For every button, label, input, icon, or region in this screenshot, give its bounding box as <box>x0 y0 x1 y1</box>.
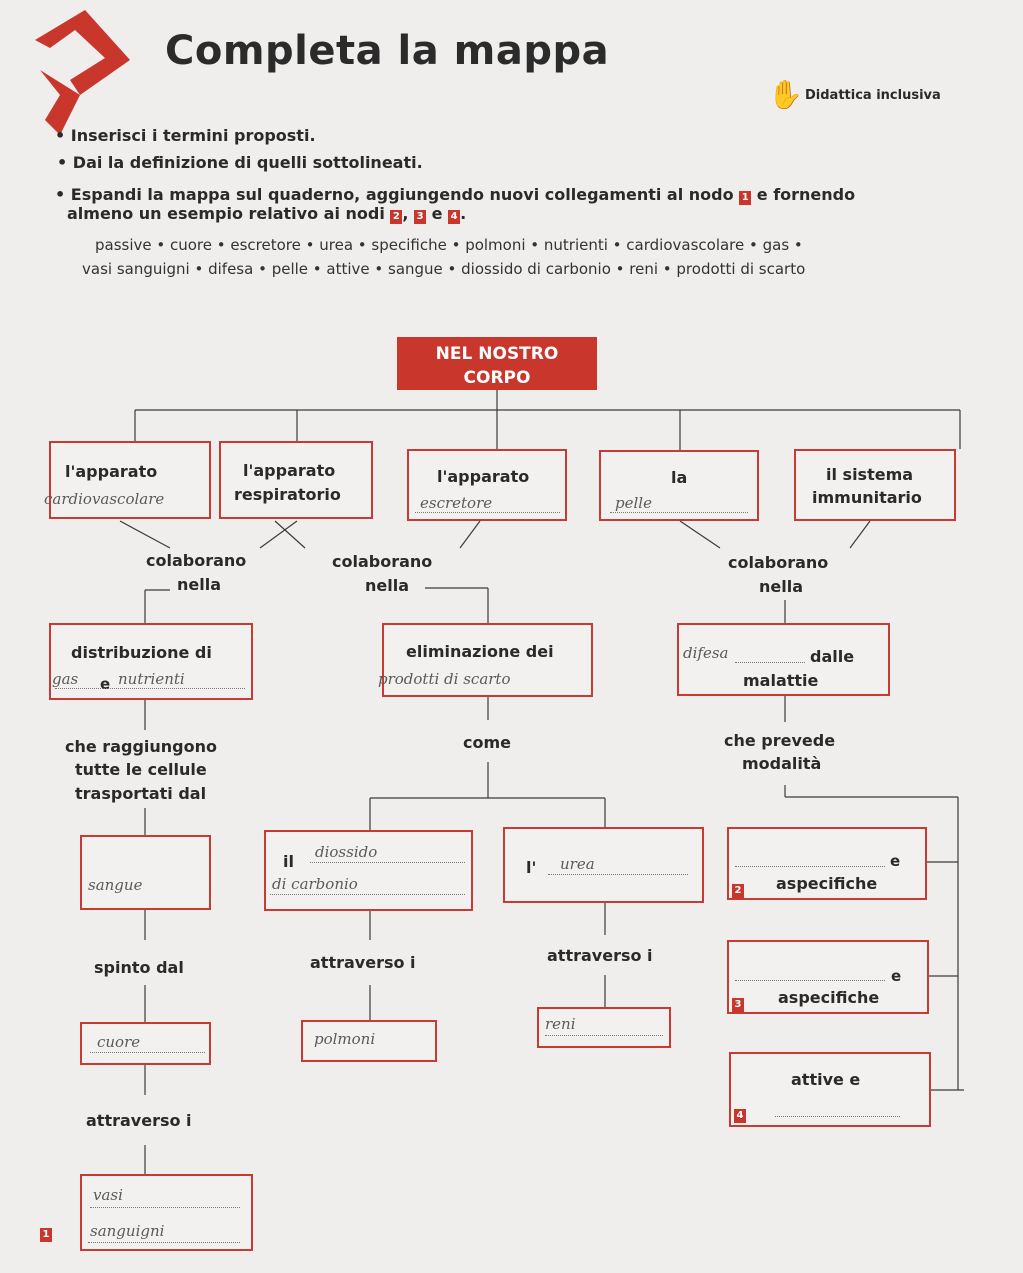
instruction-3b <box>67 204 466 224</box>
instruction-3-text: Espandi la mappa sul quaderno, aggiungendo nuovi collegamenti al nodo <box>70 185 734 204</box>
conn-colaborano-2: colaborano <box>332 552 433 571</box>
conn-trasportati-dal: trasportati dal <box>75 784 207 803</box>
conn-nella-1: nella <box>177 575 222 594</box>
conn-colaborano-3: colaborano <box>728 553 829 572</box>
node-1-badge: 1 <box>40 1228 52 1242</box>
respiratorio-label-2: respiratorio <box>234 485 341 504</box>
node-3-marker: 3 <box>414 210 426 224</box>
answer-urea[interactable]: urea <box>560 855 595 873</box>
node-2-badge: 2 <box>732 884 744 898</box>
instruction-3-cont: e fornendo <box>756 185 856 204</box>
terms-line-2: vasi sanguigni • difesa • pelle • attive • sangue • diossido di carbonio • reni • prodotti di scarto <box>82 260 806 278</box>
carbonio-dotline <box>270 894 465 895</box>
passive-e: e <box>890 852 901 870</box>
conn-attraverso-polmoni: attraverso i <box>310 953 416 972</box>
answer-vasi[interactable]: vasi <box>93 1186 123 1204</box>
urea-prefix: l' <box>526 858 537 877</box>
aspecifiche-2: aspecifiche <box>778 988 880 1007</box>
pelle-dotline <box>610 512 748 513</box>
difesa-dotline <box>735 662 805 663</box>
pelle-label: la <box>671 468 688 487</box>
answer-reni[interactable]: reni <box>545 1015 576 1033</box>
node-sistema-immunitario <box>794 449 956 521</box>
co2-prefix: il <box>283 852 294 871</box>
node-sangue <box>80 835 211 910</box>
answer-gas[interactable]: gas <box>52 670 79 688</box>
reni-dotline <box>545 1035 663 1036</box>
conn-spinto-dal: spinto dal <box>94 958 184 977</box>
conn-che-prevede: che prevede <box>724 731 836 750</box>
conn-tutte-le-cellule: tutte le cellule <box>75 760 207 779</box>
node-4-badge: 4 <box>734 1109 746 1123</box>
conn-come: come <box>463 733 511 752</box>
answer-polmoni[interactable]: polmoni <box>314 1030 376 1048</box>
conn-colaborano-1: colaborano <box>146 551 247 570</box>
escretore-dotline <box>415 512 560 513</box>
immunitario-label-1: il sistema <box>826 465 914 484</box>
answer-diossido[interactable]: diossido <box>315 843 378 861</box>
answer-sangue[interactable]: sangue <box>88 876 143 894</box>
vasi-dotline <box>90 1207 240 1208</box>
difesa-dalle: dalle <box>810 647 855 666</box>
conn-attraverso-vasi: attraverso i <box>86 1111 192 1130</box>
eliminazione-label: eliminazione dei <box>406 642 554 661</box>
answer-cardiovascolare[interactable]: cardiovascolare <box>44 490 165 508</box>
instruction-3: • Espandi la mappa sul quaderno, aggiungendo nuovi collegamenti al nodo 1 e fornendo <box>55 185 856 204</box>
terms-line-1: passive • cuore • escretore • urea • specifiche • polmoni • nutrienti • cardiovascolare • gas • <box>95 236 803 254</box>
node-1-marker: 1 <box>739 191 751 205</box>
conn-attraverso-reni: attraverso i <box>547 946 653 965</box>
answer-di-carbonio[interactable]: di carbonio <box>272 875 358 893</box>
difesa-malattie: malattie <box>743 671 819 690</box>
comma: , <box>402 204 409 223</box>
specifiche-dotline[interactable] <box>735 980 885 981</box>
attive-dotline[interactable] <box>775 1116 900 1117</box>
didattica-badge: Didattica inclusiva <box>805 88 941 103</box>
instruction-3b-text: almeno un esempio relativo ai nodi <box>67 204 385 223</box>
answer-pelle[interactable]: pelle <box>615 494 652 512</box>
node-4-marker: 4 <box>448 210 460 224</box>
instruction-1-text: Inserisci i termini proposti. <box>70 126 316 145</box>
attive-label: attive e <box>791 1070 861 1089</box>
node-3-badge: 3 <box>732 998 744 1012</box>
sanguigni-dotline <box>88 1242 240 1243</box>
specifiche-e: e <box>891 967 902 985</box>
answer-prodotti-di-scarto[interactable]: prodotti di scarto <box>378 670 511 688</box>
chevron-logo-shape <box>35 10 130 95</box>
immunitario-label-2: immunitario <box>812 488 922 507</box>
answer-difesa[interactable]: difesa <box>683 644 729 662</box>
instruction-1: • Inserisci i termini proposti. <box>55 126 316 145</box>
cuore-dotline <box>90 1052 205 1053</box>
distribuzione-and: e <box>100 675 111 693</box>
passive-dotline[interactable] <box>735 866 885 867</box>
conn-modalita: modalità <box>742 754 822 773</box>
answer-nutrienti[interactable]: nutrienti <box>118 670 185 688</box>
period: . <box>460 204 467 223</box>
conn-che-raggiungono: che raggiungono <box>65 737 217 756</box>
answer-sanguigni[interactable]: sanguigni <box>90 1222 165 1240</box>
hand-icon: ✋ <box>768 78 803 111</box>
and-word: e <box>431 204 443 223</box>
instruction-2-text: Dai la definizione di quelli sottolineati. <box>72 153 423 172</box>
instruction-2: • Dai la definizione di quelli sottolineati. <box>57 153 423 172</box>
diossido-dotline <box>310 862 465 863</box>
respiratorio-label-1: l'apparato <box>243 461 336 480</box>
urea-dotline <box>548 874 688 875</box>
node-apparato-label: l'apparato <box>65 462 158 481</box>
conn-nella-3: nella <box>759 577 804 596</box>
node-2-marker: 2 <box>390 210 402 224</box>
root-line-1: NEL NOSTRO <box>435 344 559 364</box>
page-title: Completa la mappa <box>165 28 610 74</box>
distribuzione-label: distribuzione di <box>71 643 212 662</box>
root-line-2: CORPO <box>463 368 531 388</box>
distribuzione-dotline <box>55 688 245 689</box>
node-apparato-respiratorio <box>219 441 373 519</box>
root-node <box>397 337 597 390</box>
answer-escretore[interactable]: escretore <box>420 494 493 512</box>
escretore-label: l'apparato <box>437 467 530 486</box>
answer-cuore[interactable]: cuore <box>97 1033 141 1051</box>
conn-nella-2: nella <box>365 576 410 595</box>
aspecifiche-1: aspecifiche <box>776 874 878 893</box>
